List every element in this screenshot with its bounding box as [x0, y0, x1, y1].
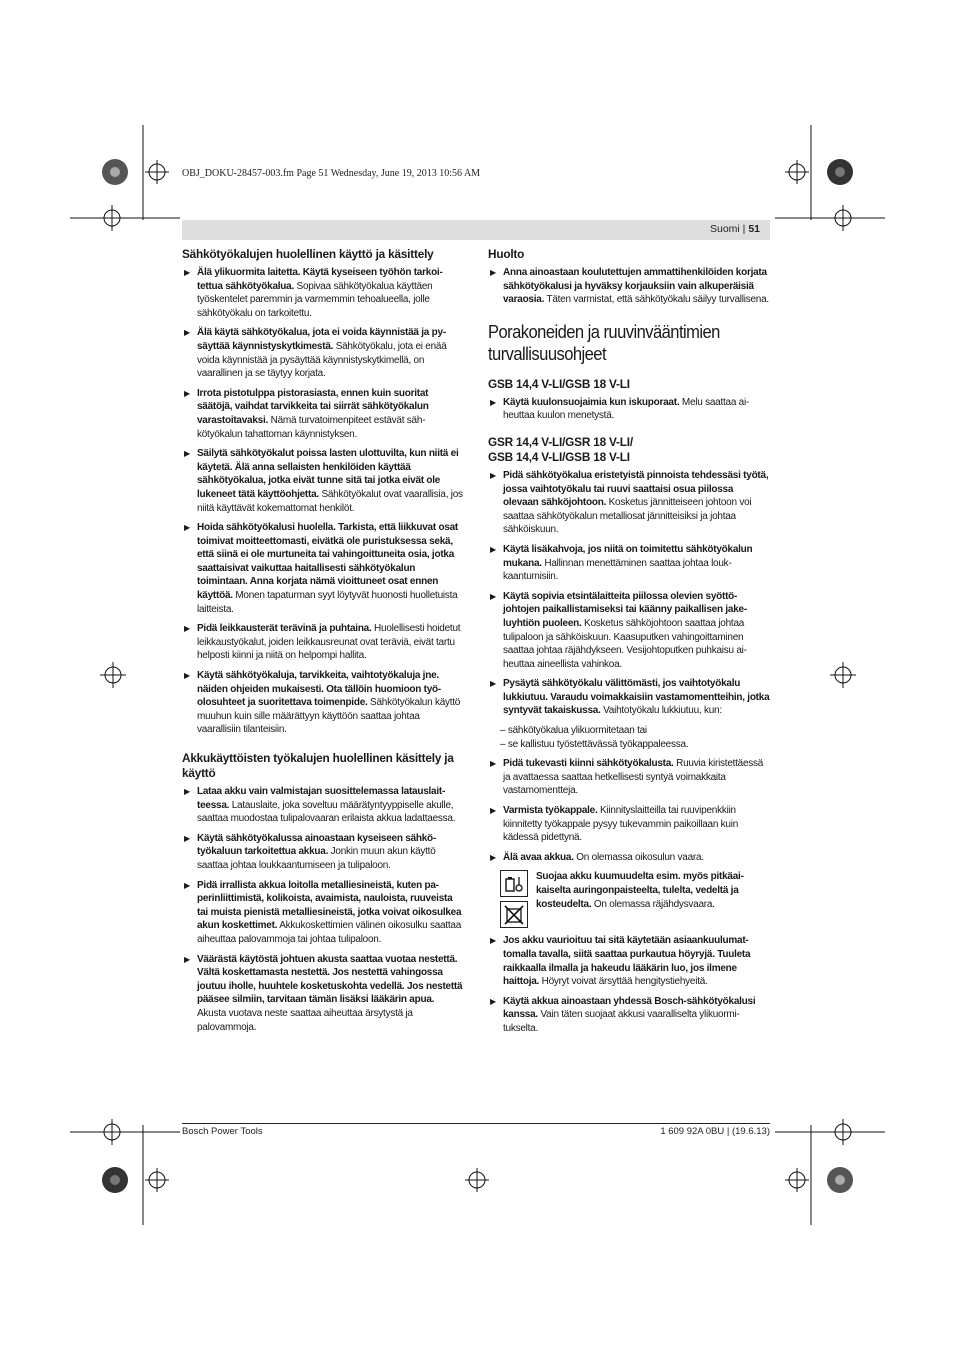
- bullet-item: [488, 804, 770, 845]
- bullet-bold-text: Jos akku vaurioituu tai sitä käytetään asiaankuulumattomalla tavalla, siitä saattaa purkautua höyryjä. Tuuleta raikkaalla ilmalla ja hakeudu lääkärin luo, jos ilmene haittoja.: [503, 935, 751, 988]
- bullet-item: [488, 543, 770, 584]
- bullet-arrow-icon: ▶: [184, 328, 190, 338]
- bullet-text: Täten varmistat, että sähkötyökalu säilyy turvallisena.: [544, 294, 769, 306]
- bullet-text: Akkukoskettimien välinen oikosulku saattaa aiheuttaa palovammoja tai johtaa tulipaloon.: [197, 920, 462, 945]
- bullet-text: Sähkötyökalut ovat vaarallisia, jos niitä käyttävät kokemattomat henkilöt.: [197, 488, 463, 514]
- bullet-arrow-icon: ▶: [490, 268, 496, 277]
- bullet-item: [182, 447, 464, 515]
- bullet-arrow-icon: ▶: [490, 936, 496, 946]
- bullet-arrow-icon: ▶: [184, 624, 190, 634]
- left-column: [182, 247, 464, 1040]
- bullet-item: [182, 879, 464, 947]
- bullet-item: [488, 934, 770, 988]
- bullet-arrow-icon: ▶: [184, 954, 190, 964]
- bullet-text: Ruuvia kiristettäessä ja avattaessa saattaa hetkellisesti syntyä voimakkaita vastamomentteja.: [503, 758, 764, 797]
- bullet-item: [488, 469, 770, 537]
- bullet-arrow-icon: ▶: [184, 523, 190, 533]
- bullet-bold-text: Väärästä käytöstä johtuen akusta saattaa vuotaa nestettä. Vältä koskettamasta nestettä. Jos nestettä vahingossa joutuu iholle, huuhtele kosketuskohta vedellä. Jos nestettä pääsee silmiin, tarvitaan tämän lisäksi lääkärin apua.: [197, 953, 463, 1006]
- bullet-arrow-icon: ▶: [184, 449, 190, 459]
- bullet-item: [182, 266, 464, 320]
- bullet-arrow-icon: ▶: [490, 470, 496, 480]
- bullet-item: [182, 326, 464, 380]
- bullet-arrow-icon: ▶: [490, 806, 496, 816]
- bullet-text: Nämä turvatoimenpiteet estävät sähkötyökalun tahattoman käynnistyksen.: [197, 414, 426, 440]
- bullet-bold-text: Lataa akku vain valmistajan suosittelemassa latauslaitteessa.: [197, 786, 446, 811]
- bullet-bold-text: Käytä sähkötyökaluja, tarvikkeita, vaihtotyökaluja jne. näiden ohjeiden mukaisesti. Ota tällöin huomioon työolosuhteet ja suoritettava toimenpide.: [197, 670, 442, 709]
- bullet-bold-text: Pidä sähkötyökalua eristetyistä pinnoista tehdessäsi työtä, jossa vaihtotyökalu tai ruuvi saattaisi osua piilossa olevaan sähköjohtoon.: [503, 469, 769, 509]
- bullet-text: Kiinnityslaitteilla tai ruuvipenkkiin kiinnitetty työkappale pysyy tukevammin paikoillaan kuin kädessä pidettynä.: [503, 805, 739, 844]
- bullet-text: Sähkötyökalu, jota ei enää voida käynnistää ja pysäyttää käynnistyskytkimellä, on vaarallinen ja se täytyy korjata.: [197, 340, 447, 380]
- dash-item: – sähkötyökalua ylikuormitetaan tai: [500, 725, 647, 737]
- bullet-text: Vaihtotyökalu lukkiutuu, kun:: [600, 705, 722, 717]
- bullet-arrow-icon: ▶: [490, 759, 496, 769]
- bullet-arrow-icon: ▶: [490, 679, 496, 689]
- bullet-item: [488, 757, 770, 798]
- bullet-item: [488, 266, 770, 307]
- right-column: [488, 247, 770, 1042]
- bullet-bold-text: Irrota pistotulppa pistorasiasta, ennen kuin suoritat säätöjä, vaihdat tarvikkeita tai siirrät sähkötyökalun varastoitavaksi.: [197, 387, 429, 426]
- bullet-bold-text: Pysäytä sähkötyökalu välittömästi, jos vaihtotyökalu lukkiutuu. Varaudu voimakkaisiin vastamomentteihin, jotka syntyvät takaiskussa.: [503, 678, 770, 717]
- bullet-arrow-icon: ▶: [184, 880, 190, 890]
- no-water-icon: [500, 901, 528, 928]
- bullet-item: [182, 669, 464, 737]
- footer-docnumber: 1 609 92A 0BU | (19.6.13): [660, 1126, 770, 1137]
- bullet-item: [182, 785, 464, 826]
- bullet-bold-text: Varmista työkappale.: [503, 805, 598, 817]
- bullet-bold-text: Käytä kuulonsuojaimia kun iskuporaat.: [503, 396, 680, 408]
- section-heading-gsb: GSB 14,4 V-LI/GSB 18 V-LI: [488, 376, 630, 391]
- battery-heat-warning-icon: [500, 870, 528, 897]
- bullet-text: Kosketus sähköjohtoon saattaa johtaa tulipaloon ja sähköiskuun. Kaasuputken vahingoittaminen saattaa johtaa räjähdykseen. Vesijohtoputken puhkaisu aiheuttaa aineellista vahinkoa.: [503, 617, 747, 670]
- section-heading-service: Huolto: [488, 247, 525, 261]
- bullet-bold-text: Hoida sähkötyökalusi huolella. Tarkista, että liikkuvat osat toimivat moitteettomasti, eivätkä ole puristuksessa sekä, että siinä ei ole murtuneita tai vahingoittuneita osia, jotka saattaisivat vaikuttaa haitallisesti sähkötyökalun toimintaan. Anna korjata nämä vioittuneet osat ennen käyttöä.: [197, 522, 459, 602]
- bullet-text: Akusta vuotava neste saattaa aiheuttaa ärsytystä ja palovammoja.: [197, 1007, 413, 1033]
- bullet-item: [488, 851, 770, 865]
- bullet-text: Hallinnan menettäminen saattaa johtaa loukkaantumisiin.: [503, 557, 732, 583]
- gsb-list: [488, 396, 770, 423]
- bullet-arrow-icon: ▶: [184, 388, 190, 398]
- bullet-bold-text: Käytä sähkötyökalussa ainoastaan kyseiseen sähkötyökaluun tarkoitettua akkua.: [197, 832, 437, 858]
- bullet-text: Jonkin muun akun käyttö saattaa johtaa loukkaantumiseen ja tulipaloon.: [197, 846, 436, 871]
- usage-list: [182, 266, 464, 737]
- bullet-bold-text: Käytä sopivia etsintälaitteita piilossa olevien syöttöjohtojen paikallistamiseksi tai käänny paikallisen jakeluyhtiön puoleen.: [503, 590, 748, 629]
- bullet-item: [182, 832, 464, 873]
- section-heading-battery: Akkukäyttöisten työkalujen huolellinen käsittely ja käyttö: [182, 751, 454, 780]
- section-heading-all: GSR 14,4 V-LI/GSR 18 V-LI/ GSB 14,4 V-LI/GSB 18 V-LI: [488, 434, 633, 464]
- bullet-bold-text: Älä avaa akkua.: [503, 851, 574, 863]
- service-list: [488, 266, 770, 307]
- bullet-bold-text: Pidä irrallista akkua loitolla metalliesineistä, kuten paperinliittimistä, kolikoista, avaimista, nauloista, ruuveista tai muista pienistä metalliesineistä, jotka voivat oikosulkea akun koskettimet.: [197, 879, 462, 932]
- bullet-arrow-icon: ▶: [490, 544, 496, 554]
- chapter-title: Porakoneiden ja ruuvinvääntimien turvallisuusohjeet: [488, 321, 720, 364]
- dash-item: – se kallistuu työstettävässä työkappaleessa.: [500, 738, 689, 750]
- bullet-item: [488, 995, 770, 1036]
- bullet-arrow-icon: ▶: [490, 852, 496, 862]
- bullet-text: Kosketus jännitteiseen johtoon voi saattaa sähkötyökalun metalliosat jännitteisiksi ja johtaa sähköiskuun.: [503, 497, 752, 536]
- bullet-arrow-icon: ▶: [184, 833, 190, 843]
- bullet-bold-text: Anna ainoastaan koulutettujen ammattihenkilöiden korjata sähkötyökalusi ja hyväksy korjauksiin vain alkuperäisiä varaosia.: [503, 267, 767, 306]
- bullet-item: [488, 590, 770, 672]
- footer-rule: [182, 1123, 770, 1124]
- all-list-a: [488, 469, 770, 718]
- bullet-item: [182, 387, 464, 441]
- battery-warning-block: Suojaa akku kuumuudelta esim. myös pitkäaikaiselta auringonpaisteelta, tulelta, vedeltä ja kosteudelta. On olemassa räjähdysvaara.: [500, 870, 770, 928]
- bullet-arrow-icon: ▶: [490, 996, 496, 1006]
- footer-brand: Bosch Power Tools: [182, 1126, 263, 1137]
- bullet-item: [182, 622, 464, 663]
- bullet-text: Vain täten suojaat akkusi vaaralliselta ylikuormitukselta.: [503, 1009, 740, 1034]
- bullet-text: On olemassa oikosulun vaara.: [573, 851, 704, 863]
- bullet-arrow-icon: ▶: [490, 397, 496, 407]
- bullet-item: [182, 953, 464, 1035]
- bullet-text: Monen tapaturman syyt löytyvät huonosti huolletuista laitteista.: [197, 590, 458, 615]
- bullet-item: [182, 521, 464, 616]
- bullet-arrow-icon: ▶: [184, 787, 190, 796]
- all-list-b: [488, 757, 770, 864]
- bullet-text: Melu saattaa aiheuttaa kuulon menetystä.: [503, 396, 750, 422]
- all-list-c: [488, 934, 770, 1035]
- battery-list: [182, 785, 464, 1034]
- bullet-bold-text: Älä käytä sähkötyökalua, jota ei voida käynnistää ja pysäyttää käynnistyskytkimestä.: [197, 327, 447, 352]
- bullet-arrow-icon: ▶: [184, 671, 190, 681]
- bullet-arrow-icon: ▶: [184, 268, 190, 277]
- bullet-bold-text: Pidä leikkausterät terävinä ja puhtaina.: [197, 623, 372, 635]
- bullet-text: Sopivaa sähkötyökalua käyttäen työskentelet paremmin ja varmemmin tehoalueella, jolle sähkötyökalu on tarkoitettu.: [197, 280, 433, 319]
- section-heading-usage: Sähkötyökalujen huolellinen käyttö ja käsittely: [182, 247, 434, 261]
- bullet-text: Sähkötyökalun käyttö muuhun kuin sille määrättyyn käyttöön saattaa johtaa vaarallisiin tilanteisiin.: [197, 697, 461, 736]
- bullet-bold-text: Käytä lisäkahvoja, jos niitä on toimitettu sähkötyökalun mukana.: [503, 543, 753, 569]
- bullet-text: Huolellisesti hoidetut leikkaustyökalut, joiden leikkausreunat ovat teräviä, eivät tartu helposti kiinni ja niitä on helpompi hallita.: [197, 623, 461, 662]
- page-number: Suomi | 51: [709, 223, 760, 235]
- bullet-bold-text: Säilytä sähkötyökalut poissa lasten ulottuvilta, kun niitä ei käytetä. Älä anna sellaisten henkilöiden käyttää sähkötyökalua, jotka eivät tunne sitä tai jotka eivät ole lukeneet tätä käyttöohjetta.: [197, 448, 459, 500]
- bullet-bold-text: Pidä tukevasti kiinni sähkötyökalusta.: [503, 758, 674, 770]
- bullet-arrow-icon: ▶: [490, 591, 496, 601]
- bullet-item: [488, 396, 770, 423]
- bullet-text: Höyryt voivat ärsyttää hengitystiehyeitä.: [539, 976, 708, 988]
- page-header: [182, 220, 770, 240]
- document-slug: OBJ_DOKU-28457-003.fm Page 51 Wednesday, June 19, 2013 10:56 AM: [182, 168, 481, 179]
- bullet-text: Latauslaite, joka soveltuu määrätyntyyppiselle akulle, saattaa muodostaa tulipalovaaran erilaista akkua ladattaessa.: [197, 799, 456, 825]
- bullet-bold-text: Käytä akkua ainoastaan yhdessä Bosch-sähkötyökalusi kanssa.: [503, 995, 756, 1021]
- bullet-item: [488, 677, 770, 718]
- bullet-bold-text: Älä ylikuormita laitetta. Käytä kyseiseen työhön tarkoitettua sähkötyökalua.: [197, 267, 443, 292]
